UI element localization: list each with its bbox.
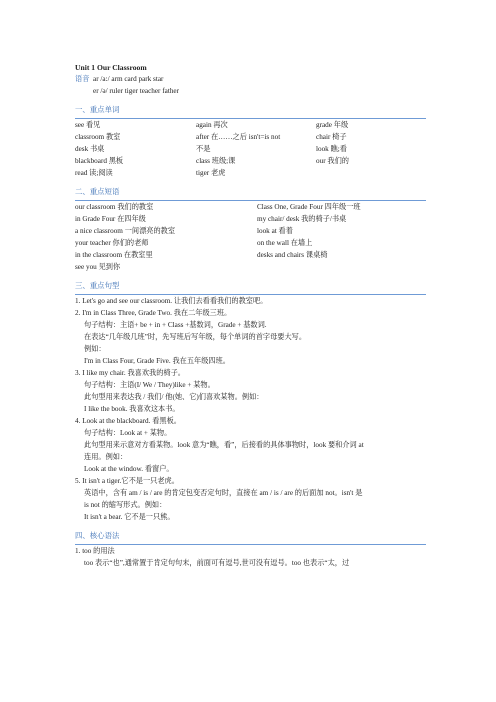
sentence-line: It isn't a bear. 它不是一只熊。 bbox=[84, 513, 175, 521]
section-heading-phrases: 二、重点短语 bbox=[75, 187, 120, 196]
sentence-line: 5. It isn't a tiger.它不是一只老虎。 bbox=[75, 477, 179, 485]
phonics-line-er: er /ə/ ruler tiger teacher father bbox=[93, 87, 179, 95]
sentence-line: Look at the window. 看窗户。 bbox=[84, 465, 174, 473]
sentence-line: 2. I'm in Class Three, Grade Two. 我在二年级三班。 bbox=[75, 309, 232, 317]
word-item: read 读;阅读 bbox=[75, 169, 113, 177]
sentence-line: 连用。例如： bbox=[84, 453, 128, 461]
sentence-line: 1. Let's go and see our classroom. 让我们去看看我们的教室吧。 bbox=[75, 297, 268, 305]
word-item: grade 年级 bbox=[316, 121, 349, 129]
grammar-line: 1. too 的用法 bbox=[75, 547, 115, 555]
word-item: chair 椅子 bbox=[316, 133, 347, 141]
sentence-line: I'm in Class Four, Grade Five. 我在五年级四班。 bbox=[84, 357, 230, 365]
section-rule bbox=[75, 118, 426, 119]
section-heading-words: 一、重点单词 bbox=[75, 105, 120, 114]
phonics-label: 语音 bbox=[75, 75, 90, 83]
section-rule bbox=[75, 294, 426, 295]
sentence-line: I like the book. 我喜欢这本书。 bbox=[84, 405, 180, 413]
phrase-item: in Grade Four 在四年级 bbox=[75, 215, 146, 223]
sentence-line: 在表达“几年级几班”时，先写班后写年级，每个单词的首字母要大写。 bbox=[84, 333, 307, 341]
word-item: after 在……之后 isn't=is not bbox=[196, 133, 281, 141]
section-rule bbox=[75, 200, 426, 201]
word-item: again 再次 bbox=[196, 121, 228, 129]
sentence-line: 例如： bbox=[84, 345, 106, 353]
word-item: 不是 bbox=[196, 145, 211, 153]
phrase-item: on the wall 在墙上 bbox=[257, 239, 313, 247]
phrase-item: desks and chairs 课桌椅 bbox=[257, 251, 328, 259]
phrase-item: look at 看着 bbox=[257, 227, 293, 235]
word-item: our 我们的 bbox=[316, 157, 349, 165]
grammar-line: too 表示“也”,通常置于肯定句句末，前面可有逗号,世可没有逗号。too 也表示“太，过 bbox=[84, 559, 350, 567]
sentence-line: 句子结构：主语+ be + in + Class +基数词，Grade + 基数词. bbox=[84, 321, 267, 329]
phrase-item: Class One, Grade Four 四年级一班 bbox=[257, 203, 361, 211]
sentence-line: 此句型用来示意对方看某物。look 意为“瞧，看”，后接看的具体事物时，look 要和介词 at bbox=[84, 441, 364, 449]
sentence-line: 句子结构：主语(I/ We / They)like + 某物。 bbox=[84, 381, 215, 389]
phrase-item: in the classroom 在教室里 bbox=[75, 251, 153, 259]
sentence-line: is not 的缩写形式。例如： bbox=[84, 501, 167, 509]
word-item: see 看见 bbox=[75, 121, 101, 129]
section-rule bbox=[75, 544, 426, 545]
section-heading-sentences: 三、重点句型 bbox=[75, 281, 120, 290]
word-item: desk 书桌 bbox=[75, 145, 105, 153]
sentence-line: 4. Look at the blackboard. 看黑板。 bbox=[75, 417, 181, 425]
word-item: tiger 老虎 bbox=[196, 169, 226, 177]
phrase-item: your teacher 你们的老师 bbox=[75, 239, 149, 247]
sentence-line: 此句型用来表达我 / 我们/ 他(她、它)们喜欢某物。例如： bbox=[84, 393, 264, 401]
word-item: classroom 教室 bbox=[75, 133, 121, 141]
document-title: Unit 1 Our Classroom bbox=[75, 63, 147, 72]
phrase-item: a nice classroom 一间漂亮的教室 bbox=[75, 227, 176, 235]
phrase-item: see you 见到你 bbox=[75, 263, 121, 271]
sentence-line: 3. I like my chair. 我喜欢我的椅子。 bbox=[75, 369, 185, 377]
sentence-line: 句子结构：Look at + 某物。 bbox=[84, 429, 172, 437]
phrase-item: our classroom 我们的教室 bbox=[75, 203, 154, 211]
phonics-line-ar: ar /a:/ arm card park star bbox=[93, 75, 164, 83]
sentence-line: 英语中，含有 am / is / are 的肯定包变否定句时，直接在 am / is / are 的后面加 not。isn't 是 bbox=[84, 489, 363, 497]
word-item: class 班级;课 bbox=[196, 157, 236, 165]
word-item: look 瞧;看 bbox=[316, 145, 347, 153]
section-heading-grammar: 四、核心语法 bbox=[75, 531, 120, 540]
phrase-item: my chair/ desk 我的椅子/书桌 bbox=[257, 215, 347, 223]
word-item: blackboard 黑板 bbox=[75, 157, 124, 165]
